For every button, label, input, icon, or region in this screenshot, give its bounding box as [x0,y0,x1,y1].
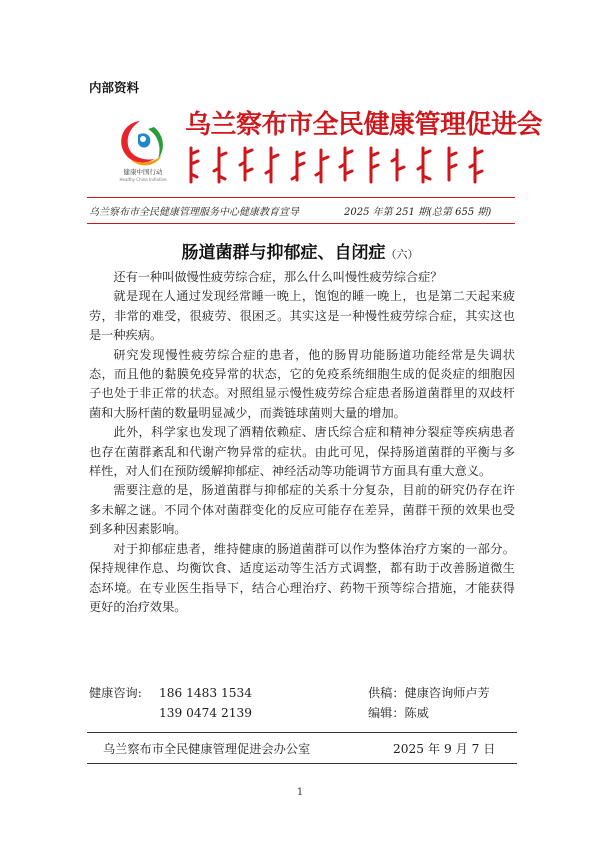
org-title: 乌兰察布市全民健康管理促进会 [185,110,543,140]
paragraph: 研究发现慢性疲劳综合症的患者，他的肠胃功能肠道功能经常是失调状态，而且他的黏膜免疫异常的状态，它的免疫系统细胞生成的促炎症的细胞因子也处于非正常的状态。对照组显示慢性疲劳综合症患者肠道菌群里的双歧杆菌和大肠杆菌的数量明显减少，而粪链球菌则大量的增加。 [89,347,515,420]
paragraph: 此外，科学家也发现了酒精依赖症、唐氏综合症和精神分裂症等疾病患者也存在菌群紊乱和代谢产物异常的症状。由此可见，保持肠道菌群的平衡与多样性，对人们在预防缓解抑郁症、神经活动等功能调节方面具有重大意义。 [89,425,515,479]
phone-number-2: 139 0474 2139 [159,706,253,720]
phone-number-1: 186 1483 1534 [159,686,253,700]
issue-date: 2025 年 9 月 7 日 [393,742,496,756]
paragraph: 还有一种叫做慢性疲劳综合症，那么什么叫慢性疲劳综合症？ [113,270,443,284]
footer-rule-top [87,732,517,733]
healthy-china-logo-icon [110,115,170,175]
paragraph: 就是现在人通过发现经常睡一晚上，饱饱的睡一晚上，也是第二天起来疲劳，非常的难受，很疲劳、很困乏。其实这是一种慢性疲劳综合症，其实这也是一种疾病。 [89,289,515,343]
office-name: 乌兰察布市全民健康管理促进会办公室 [103,742,311,756]
paragraph: 对于抑郁症患者，维持健康的肠道菌群可以作为整体治疗方案的一部分。保持规律作息、均衡饮食、适度运动等生活方式调整，都有助于改善肠道微生态环境。在专业医生指导下，结合心理治疗、药物干预等综合措施，才能获得更好的治疗效果。 [89,541,515,614]
internal-material-label: 内部资料 [89,80,140,95]
header-divider [87,197,515,198]
contact-block [89,683,519,723]
logo-caption-en: Healthy China Initiative [119,177,167,182]
page-number: 1 [296,787,304,798]
article-part: （六） [385,248,419,261]
subtitle-divider [87,223,515,224]
footer-rule-bottom [87,763,517,764]
article-title [0,238,600,263]
contributor: 供稿：健康咨询师卢芳 [368,686,490,700]
article-body [89,268,515,617]
logo-caption: 健康中国行动 [123,168,163,176]
editor: 编辑：陈威 [368,706,429,720]
article-title-text: 肠道菌群与抑郁症、自闭症 [181,243,386,263]
paragraph: 需要注意的是，肠道菌群与抑郁症的关系十分复杂，目前的研究仍存在许多未解之谜。不同个体对菌群变化的反应可能存在差异，菌群干预的效果也受到多种因素影响。 [89,483,515,537]
issue-number: 2025 年第 251 期(总第 655 期) [344,207,492,218]
consult-label: 健康咨询: [89,686,142,700]
mongolian-script-title [185,144,505,186]
issue-subtitle: 乌兰察布市全民健康管理服务中心健康教育宣导 [89,207,299,218]
